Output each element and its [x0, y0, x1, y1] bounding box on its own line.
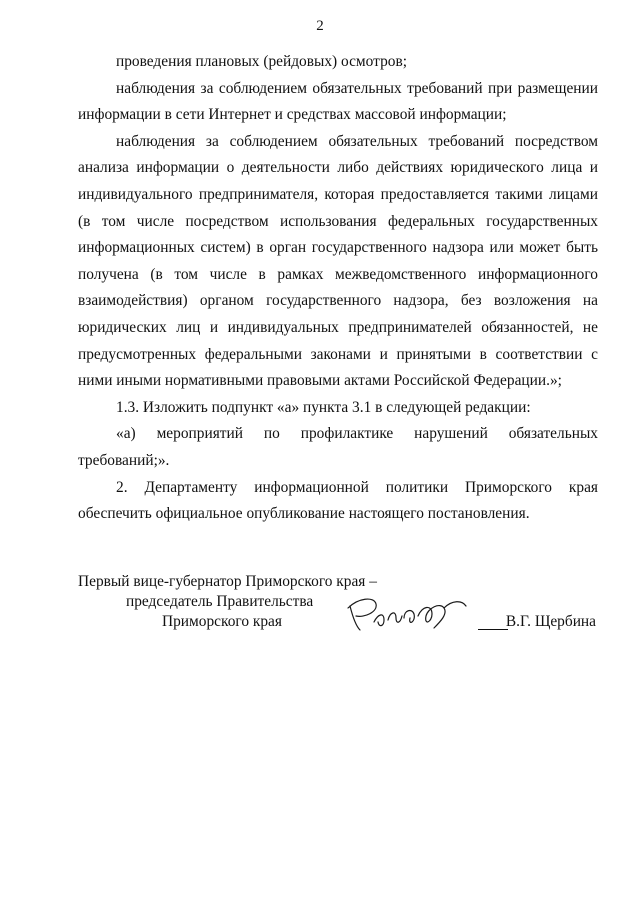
paragraph-information-analysis: наблюдения за соблюдением обязательных требований посредством анализа информации о деятельности либо действиях юридического лица и индивидуального предпринимателя, которая предоставляется такими лицами (в том числе посредством использования федеральных государственных информационных систем) в орган государственного надзора или может быть получена (в том числе в рамках межведомственного информационного взаимодействия) органом государственного надзора, без возложения на юридических лиц и индивидуальных предпринимателей обязанностей, не предусмотренных федеральными законами и принятыми в соответствии с ними иными нормативными правовыми актами Российской Федерации.»; [78, 132, 598, 390]
signature-underline [478, 629, 508, 630]
signatory-name: В.Г. Щербина [505, 613, 596, 630]
signatory-position-line-2: председатель Правительства [126, 593, 314, 610]
paragraph-subitem-a: «а) мероприятий по профилактике нарушений обязательных требований;». [78, 425, 598, 469]
paragraph-item-1-3: 1.3. Изложить подпункт «а» пункта 3.1 в следующей редакции: [116, 398, 531, 416]
signatory-position-line-1: Первый вице-губернатор Приморского края – [78, 573, 377, 590]
signatory-position-line-3: Приморского края [162, 613, 282, 630]
signature-block [78, 572, 598, 642]
handwritten-signature [344, 592, 474, 634]
paragraph-scheduled-inspections: проведения плановых (рейдовых) осмотров; [116, 53, 408, 70]
paragraph-item-2: 2. Департаменту информационной политики Приморского края обеспечить официальное опубликование настоящего постановления. [78, 478, 598, 523]
document-body [78, 49, 598, 528]
paragraph-internet-monitoring: наблюдения за соблюдением обязательных требований при размещении информации в сети Интернет и средствах массовой информации; [78, 79, 598, 124]
page-number: 2 [316, 18, 324, 34]
